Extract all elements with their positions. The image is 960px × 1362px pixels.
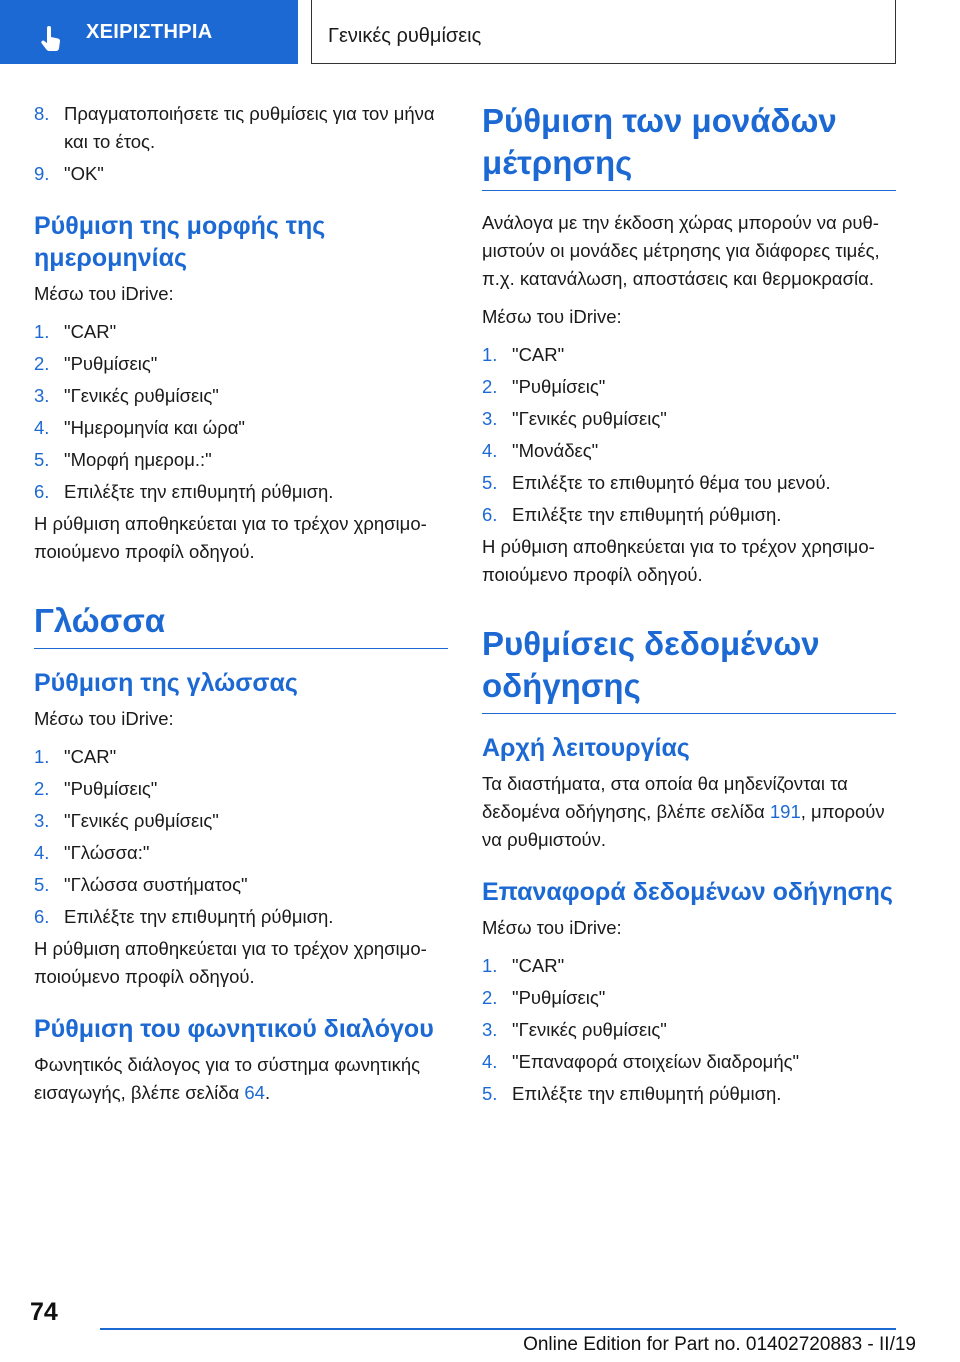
principle-text-end: , μπορούν να ρυθμιστούν. <box>482 801 885 850</box>
step-number: 4. <box>34 842 50 863</box>
step-text: "CAR" <box>64 746 117 767</box>
step-text: "Ημερομηνία και ώρα" <box>64 417 245 438</box>
step-number: 9. <box>34 163 50 184</box>
step-number: 4. <box>482 1051 498 1072</box>
step-number: 5. <box>482 472 498 493</box>
header-tab[interactable] <box>0 0 298 64</box>
step-text: "Γλώσσα συστήματος" <box>64 874 248 895</box>
step-number: 6. <box>482 504 498 525</box>
step-number: 5. <box>482 1083 498 1104</box>
list-item <box>34 350 448 378</box>
reset-intro: Μέσω του iDrive: <box>482 917 622 938</box>
list-item <box>34 414 448 442</box>
list-item <box>34 382 448 410</box>
step-number: 3. <box>34 385 50 406</box>
step-text: "CAR" <box>512 344 565 365</box>
units-note: Η ρύθμιση αποθηκεύεται για το τρέχον χρησιμοποιούμενο προφίλ οδηγού. <box>482 536 875 585</box>
step-text: "Γενικές ρυθμίσεις" <box>64 385 219 406</box>
step-number: 6. <box>34 481 50 502</box>
driving-data-heading: Ρυθμίσεις δεδομένων οδήγησης <box>482 623 896 714</box>
list-item <box>34 318 448 346</box>
list-item <box>34 807 448 835</box>
step-text: "Γλώσσα:" <box>64 842 150 863</box>
step-text: "Μονάδες" <box>512 440 599 461</box>
units-heading: Ρύθμιση των μονάδων μέτρησης <box>482 100 896 191</box>
date-format-intro: Μέσω του iDrive: <box>34 283 174 304</box>
list-item <box>482 501 896 529</box>
units-intro: Μέσω του iDrive: <box>482 306 622 327</box>
voice-text <box>34 1051 448 1107</box>
list-item <box>482 437 896 465</box>
step-number: 4. <box>34 417 50 438</box>
step-number: 8. <box>34 103 50 124</box>
step-text: "Μορφή ημερομ.:" <box>64 449 212 470</box>
date-format-note: Η ρύθμιση αποθηκεύεται για το τρέχον χρησιμοποιούμενο προφίλ οδηγού. <box>34 513 427 562</box>
hand-pointer-icon <box>38 26 64 52</box>
reset-title: Επαναφορά δεδομένων οδήγησης <box>482 878 893 906</box>
step-text: "Επαναφορά στοιχείων διαδρομής" <box>512 1051 800 1072</box>
list-item <box>34 446 448 474</box>
step-number: 1. <box>482 344 498 365</box>
step-number: 2. <box>34 353 50 374</box>
step-text: Επιλέξτε την επιθυμητή ρύθμιση. <box>64 906 334 927</box>
step-number: 2. <box>482 987 498 1008</box>
list-item <box>34 775 448 803</box>
step-text: Επιλέξτε την επιθυμητή ρύθμιση. <box>512 1083 782 1104</box>
step-number: 1. <box>482 955 498 976</box>
list-item <box>482 405 896 433</box>
step-text: "Γενικές ρυθμίσεις" <box>64 810 219 831</box>
voice-text-end: . <box>264 1082 271 1103</box>
voice-text-body: Φωνητικός διάλογος για το σύστημα φωνητικής εισαγωγής, βλέπε σελίδα <box>34 1054 421 1103</box>
step-number: 5. <box>34 874 50 895</box>
step-number: 2. <box>482 376 498 397</box>
step-text: "Ρυθμίσεις" <box>512 987 606 1008</box>
page-link-191[interactable]: 191 <box>769 801 801 822</box>
step-number: 6. <box>34 906 50 927</box>
units-description: Ανάλογα με την έκδοση χώρας μπορούν να ρυθμιστούν οι μονάδες μέτρησης για διάφορες τιμές, π.χ. κατανάλωση, αποστάσεις και θερμοκρασία. <box>482 212 880 289</box>
list-item <box>482 469 896 497</box>
step-text: "CAR" <box>64 321 117 342</box>
language-note: Η ρύθμιση αποθηκεύεται για το τρέχον χρησιμοποιούμενο προφίλ οδηγού. <box>34 938 427 987</box>
principle-text-body: Τα διαστήματα, στα οποία θα μηδενίζονται τα δεδομένα οδήγησης, βλέπε σελίδα <box>482 773 848 822</box>
step-text: Επιλέξτε την επιθυμητή ρύθμιση. <box>512 504 782 525</box>
list-item <box>482 1080 896 1108</box>
date-format-title: Ρύθμιση της μορφής της ημερομηνίας <box>34 212 326 272</box>
step-text: "CAR" <box>512 955 565 976</box>
language-heading: Γλώσσα <box>34 600 448 649</box>
step-text: "Ρυθμίσεις" <box>64 778 158 799</box>
step-text: Επιλέξτε το επιθυμητό θέμα του μενού. <box>512 472 831 493</box>
voice-title: Ρύθμιση του φωνητικού διαλόγου <box>34 1015 434 1043</box>
header-section-box <box>311 0 896 64</box>
list-item <box>34 839 448 867</box>
header-section-title: Γενικές ρυθμίσεις <box>328 25 482 47</box>
step-text: Πραγματοποιήσετε τις ρυθμίσεις για τον μήνα και το έτος. <box>64 103 435 152</box>
language-subtitle: Ρύθμιση της γλώσσας <box>34 669 298 697</box>
step-number: 4. <box>482 440 498 461</box>
list-item <box>34 100 448 156</box>
page-number: 74 <box>30 1298 58 1326</box>
step-number: 5. <box>34 449 50 470</box>
step-text: "Γενικές ρυθμίσεις" <box>512 408 667 429</box>
step-text: "Ρυθμίσεις" <box>512 376 606 397</box>
list-item <box>482 373 896 401</box>
list-item <box>34 903 448 931</box>
page-link-64[interactable]: 64 <box>244 1082 265 1103</box>
principle-text <box>482 770 896 854</box>
list-item <box>34 478 448 506</box>
step-text: "Ρυθμίσεις" <box>64 353 158 374</box>
list-item <box>34 160 448 188</box>
step-number: 3. <box>482 1019 498 1040</box>
step-number: 3. <box>34 810 50 831</box>
principle-title: Αρχή λειτουργίας <box>482 734 690 762</box>
step-number: 2. <box>34 778 50 799</box>
list-item <box>482 1016 896 1044</box>
list-item <box>34 871 448 899</box>
step-text: "Γενικές ρυθμίσεις" <box>512 1019 667 1040</box>
language-intro: Μέσω του iDrive: <box>34 708 174 729</box>
left-column <box>34 100 448 1117</box>
list-item <box>482 341 896 369</box>
step-number: 1. <box>34 321 50 342</box>
step-text: Επιλέξτε την επιθυμητή ρύθμιση. <box>64 481 334 502</box>
list-item <box>482 952 896 980</box>
list-item <box>482 984 896 1012</box>
footer-divider <box>100 1328 896 1330</box>
header-tab-label: ΧΕΙΡΙΣΤΗΡΙΑ <box>86 21 213 43</box>
step-number: 3. <box>482 408 498 429</box>
list-item <box>34 743 448 771</box>
footer-edition: Online Edition for Part no. 01402720883 - II/19 <box>523 1334 916 1355</box>
step-text: "OK" <box>64 163 104 184</box>
list-item <box>482 1048 896 1076</box>
step-number: 1. <box>34 746 50 767</box>
right-column <box>482 100 896 1112</box>
